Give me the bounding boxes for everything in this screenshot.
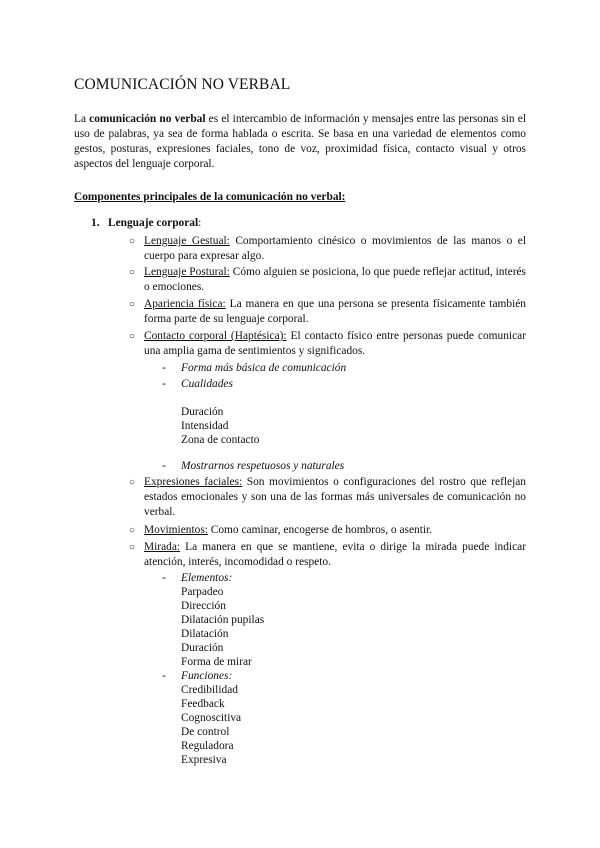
- funcion-item: Expresiva: [181, 754, 227, 766]
- item-label: Contacto corporal (Haptésica):: [144, 330, 287, 342]
- list-item-postural: [144, 265, 526, 295]
- contacto-sub-mostrarnos: Mostrarnos respetuosos y naturales: [181, 460, 345, 472]
- funcion-item: Cognoscitiva: [181, 712, 242, 724]
- item-label: Movimientos:: [144, 524, 208, 536]
- funcion-item: Feedback: [181, 698, 225, 710]
- bullet-icon: ○: [129, 542, 136, 553]
- list-item-apariencia: [144, 297, 526, 327]
- contacto-sub-forma: Forma más básica de comunicación: [181, 362, 347, 374]
- bullet-icon: ○: [129, 331, 136, 342]
- intro-prefix: La: [74, 113, 90, 125]
- page-title: COMUNICACIÓN NO VERBAL: [74, 76, 291, 93]
- bullet-icon: ○: [129, 299, 136, 310]
- funcion-item: Reguladora: [181, 740, 234, 752]
- section-subheading: Componentes principales de la comunicación no verbal:: [74, 191, 346, 203]
- section-item-lenguaje-corporal: [91, 216, 201, 231]
- dash-bullet: -: [162, 572, 166, 584]
- item-label: Expresiones faciales:: [144, 476, 243, 488]
- bullet-icon: ○: [129, 525, 136, 536]
- section-number: 1.: [91, 217, 100, 229]
- list-item-contacto: [144, 329, 526, 359]
- intro-bold-term: comunicación no verbal: [89, 113, 206, 125]
- elemento-item: Dilatación: [181, 628, 229, 640]
- item-text: La manera en que una persona se presenta físicamente también forma parte de su lenguaje corporal.: [144, 298, 526, 325]
- dash-bullet: -: [162, 460, 166, 472]
- section-colon: :: [198, 217, 202, 229]
- dash-bullet: -: [162, 378, 166, 390]
- item-text: La manera en que se mantiene, evita o dirige la mirada puede indicar atención, interés, incomodidad o respeto.: [144, 541, 526, 568]
- item-text: Son movimientos o configuraciones del rostro que reflejan estados emocionales y son una de las formas más universales de comunicación no verbal.: [144, 476, 526, 518]
- item-text: Como caminar, encogerse de hombros, o asentir.: [207, 524, 433, 536]
- dash-bullet: -: [162, 362, 166, 374]
- elemento-item: Forma de mirar: [181, 656, 252, 668]
- item-label: Mirada:: [144, 541, 181, 553]
- section-label: Lenguaje corporal: [108, 217, 199, 229]
- elemento-item: Parpadeo: [181, 586, 224, 598]
- list-item-expresiones: [144, 475, 526, 520]
- item-label: Apariencia física:: [144, 298, 226, 310]
- item-text: Comportamiento cinésico o movimientos de las manos o el cuerpo para expresar algo.: [144, 235, 526, 262]
- dash-bullet: -: [162, 670, 166, 682]
- intro-rest: es el intercambio de información y mensajes entre las personas sin el uso de palabras, ya sea de forma hablada o escrita. Se basa en una variedad de elementos como gestos, posturas, expresiones faciales, tono de voz, proximidad física, contacto visual y otros aspectos del lenguaje corporal.: [74, 113, 526, 170]
- cualidad-item: Zona de contacto: [181, 434, 260, 446]
- list-item-gestual: [144, 234, 526, 264]
- elemento-item: Duración: [181, 642, 224, 654]
- item-text: El contacto físico entre personas puede comunicar una amplia gama de sentimientos y significados.: [144, 330, 526, 357]
- list-item-movimientos: [144, 523, 526, 538]
- contacto-sub-cualidades: Cualidades: [181, 378, 233, 390]
- cualidad-item: Duración: [181, 406, 224, 418]
- funcion-item: Credibilidad: [181, 684, 238, 696]
- item-label: Lenguaje Gestual:: [144, 235, 230, 247]
- cualidad-item: Intensidad: [181, 420, 229, 432]
- bullet-icon: ○: [129, 267, 136, 278]
- bullet-icon: ○: [129, 477, 136, 488]
- elemento-item: Dilatación pupilas: [181, 614, 265, 626]
- item-label: Lenguaje Postural:: [144, 266, 230, 278]
- elemento-item: Dirección: [181, 600, 226, 612]
- list-item-mirada: [144, 540, 526, 570]
- bullet-icon: ○: [129, 236, 136, 247]
- mirada-elementos-label: Elementos:: [181, 572, 233, 584]
- intro-paragraph: [74, 112, 526, 172]
- funcion-item: De control: [181, 726, 230, 738]
- mirada-funciones-label: Funciones:: [181, 670, 233, 682]
- item-text: Cómo alguien se posiciona, lo que puede reflejar actitud, interés o emociones.: [144, 266, 526, 293]
